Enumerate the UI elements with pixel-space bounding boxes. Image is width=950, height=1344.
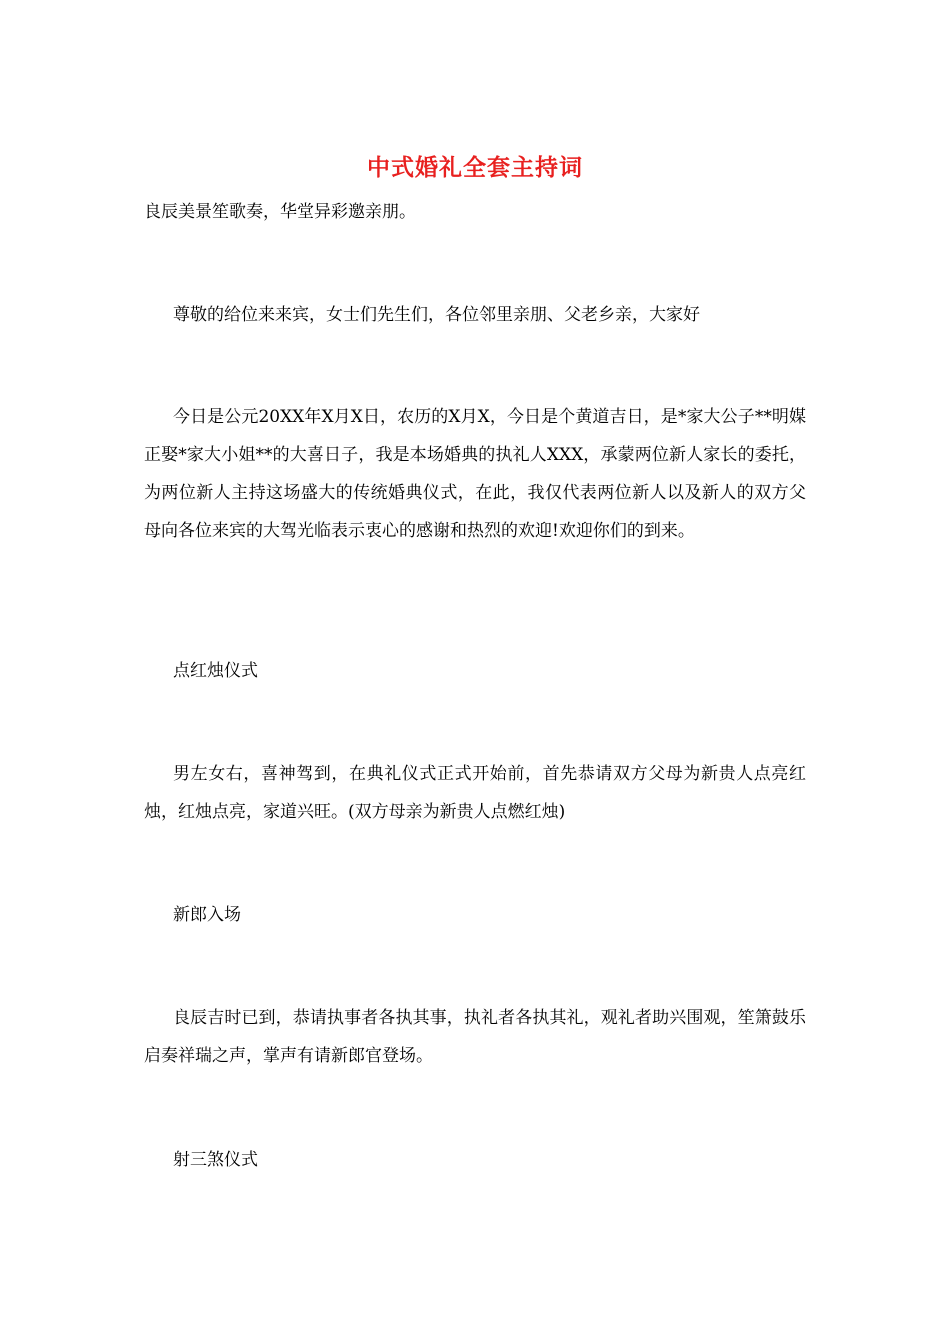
paragraph-opening-couplet: 良辰美景笙歌奏，华堂异彩邀亲朋。	[144, 202, 416, 222]
paragraph-candle-ceremony: 男左女右，喜神驾到，在典礼仪式正式开始前，首先恭请双方父母为新贵人点亮红烛，红烛点亮，家道兴旺。(双方母亲为新贵人点燃红烛)	[144, 764, 806, 822]
section-heading-groom-entrance: 新郎入场	[173, 905, 241, 925]
paragraph-groom-entrance: 良辰吉时已到，恭请执事者各执其事，执礼者各执其礼，观礼者助兴围观，笙箫鼓乐启奏祥瑞之声，掌声有请新郎官登场。	[144, 1008, 806, 1066]
document-title: 中式婚礼全套主持词	[367, 154, 583, 181]
paragraph-greeting: 尊敬的给位来来宾，女士们先生们，各位邻里亲朋、父老乡亲，大家好	[173, 305, 700, 325]
section-heading-candle-ceremony: 点红烛仪式	[173, 661, 258, 681]
paragraph-introduction: 今日是公元20XX年X月X日，农历的X月X，今日是个黄道吉日，是*家大公子**明媒正娶*家大小姐**的大喜日子，我是本场婚典的执礼人XXX，承蒙两位新人家长的委托，为两位新人主持这场盛大的传统婚典仪式，在此，我仅代表两位新人以及新人的双方父母向各位来宾的大驾光临表示衷心的感谢和热烈的欢迎!欢迎你们的到来。	[144, 407, 806, 541]
section-heading-three-arrows: 射三煞仪式	[173, 1150, 258, 1170]
